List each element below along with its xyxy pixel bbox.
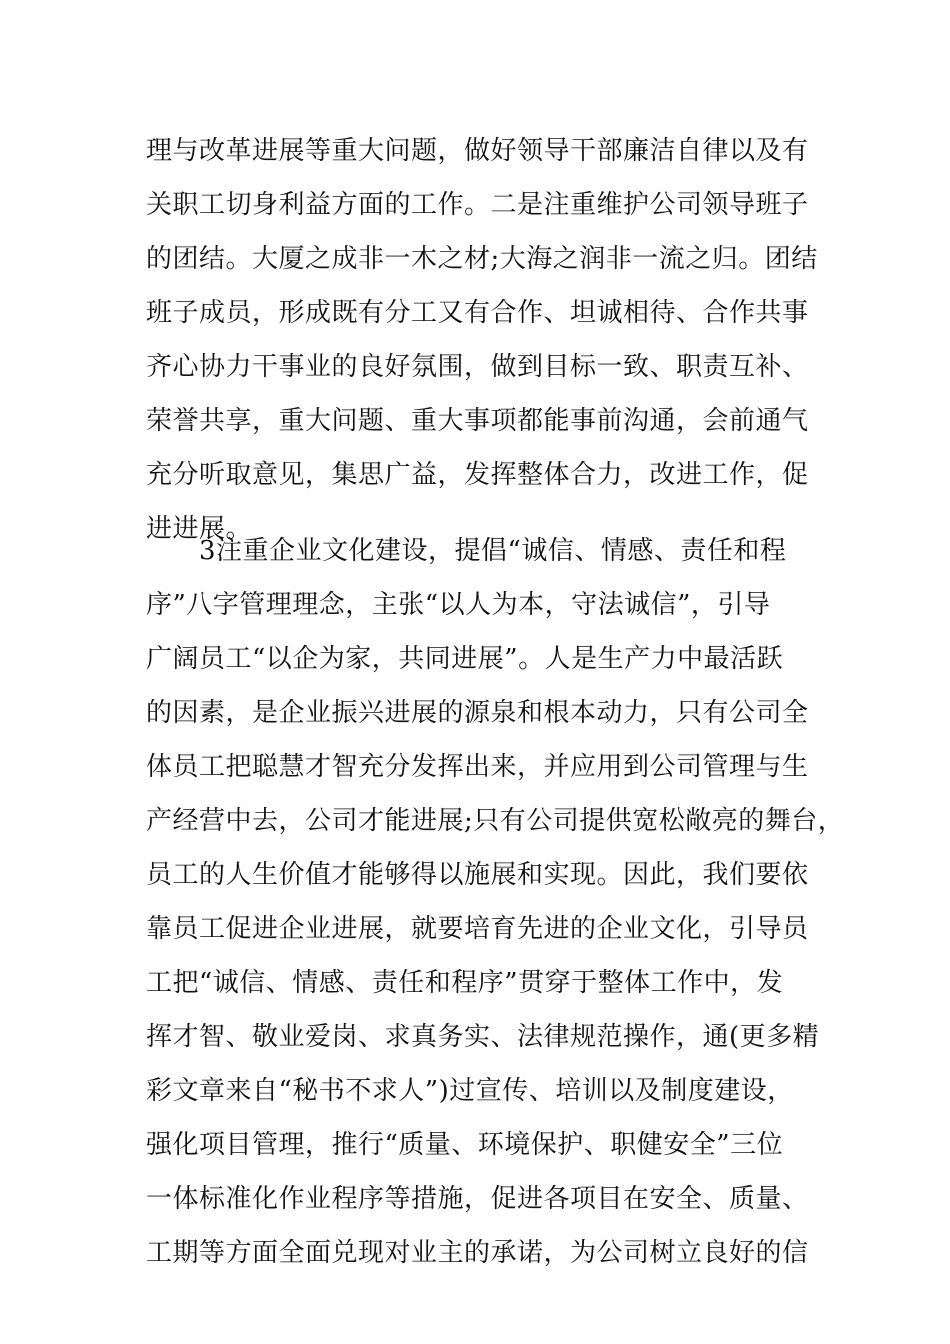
text-line: 进进展。 [146,514,253,544]
text-line: 齐心协力干事业的良好氛围，做到目标一致、职责互补、 [146,352,809,382]
text-line: 序”八字管理理念，主张“以人为本，守法诚信”，引导 [146,590,771,620]
text-line: 充分听取意见，集思广益，发挥整体合力，改进工作，促 [146,460,809,490]
text-line: 体员工把聪慧才智充分发挥出来，并应用到公司管理与生 [146,752,809,782]
text-line: 的团结。大厦之成非一木之材;大海之润非一流之归。团结 [146,244,818,274]
text-line: 工期等方面全面兑现对业主的承诺，为公司树立良好的信 [146,1238,809,1268]
text-line: 强化项目管理，推行“质量、环境保护、职健安全”三位 [146,1130,784,1160]
text-line: 挥才智、敬业爱岗、求真务实、法律规范操作，通(更多精 [146,1022,820,1052]
text-line: 理与改革进展等重大问题，做好领导干部廉洁自律以及有 [146,136,809,166]
text-line: 工把“诚信、情感、责任和程序”贯穿于整体工作中，发 [146,968,784,998]
text-line: 荣誉共享，重大问题、重大事项都能事前沟通，会前通气 [146,406,809,436]
text-line: 产经营中去，公司才能进展;只有公司提供宽松敞亮的舞台， [146,806,845,836]
paragraph-culture [146,524,845,1280]
text-line: 的因素，是企业振兴进展的源泉和根本动力，只有公司全 [146,698,809,728]
text-line: 彩文章来自“秘书不求人”)过宣传、培训以及制度建设， [146,1076,794,1106]
text-line: 一体标准化作业程序等措施，促进各项目在安全、质量、 [146,1184,809,1214]
text-line: 班子成员，形成既有分工又有合作、坦诚相待、合作共事 [146,298,809,328]
text-line: 广阔员工“以企为家，共同进展”。人是生产力中最活跃 [146,644,784,674]
text-line: 靠员工促进企业进展，就要培育先进的企业文化，引导员 [146,914,809,944]
text-line: 员工的人生价值才能够得以施展和实现。因此，我们要依 [146,860,809,890]
text-line: 3注重企业文化建设，提倡“诚信、情感、责任和程 [146,536,787,566]
text-line: 关职工切身利益方面的工作。二是注重维护公司领导班子 [146,190,809,220]
paragraph-continuation [146,124,826,556]
